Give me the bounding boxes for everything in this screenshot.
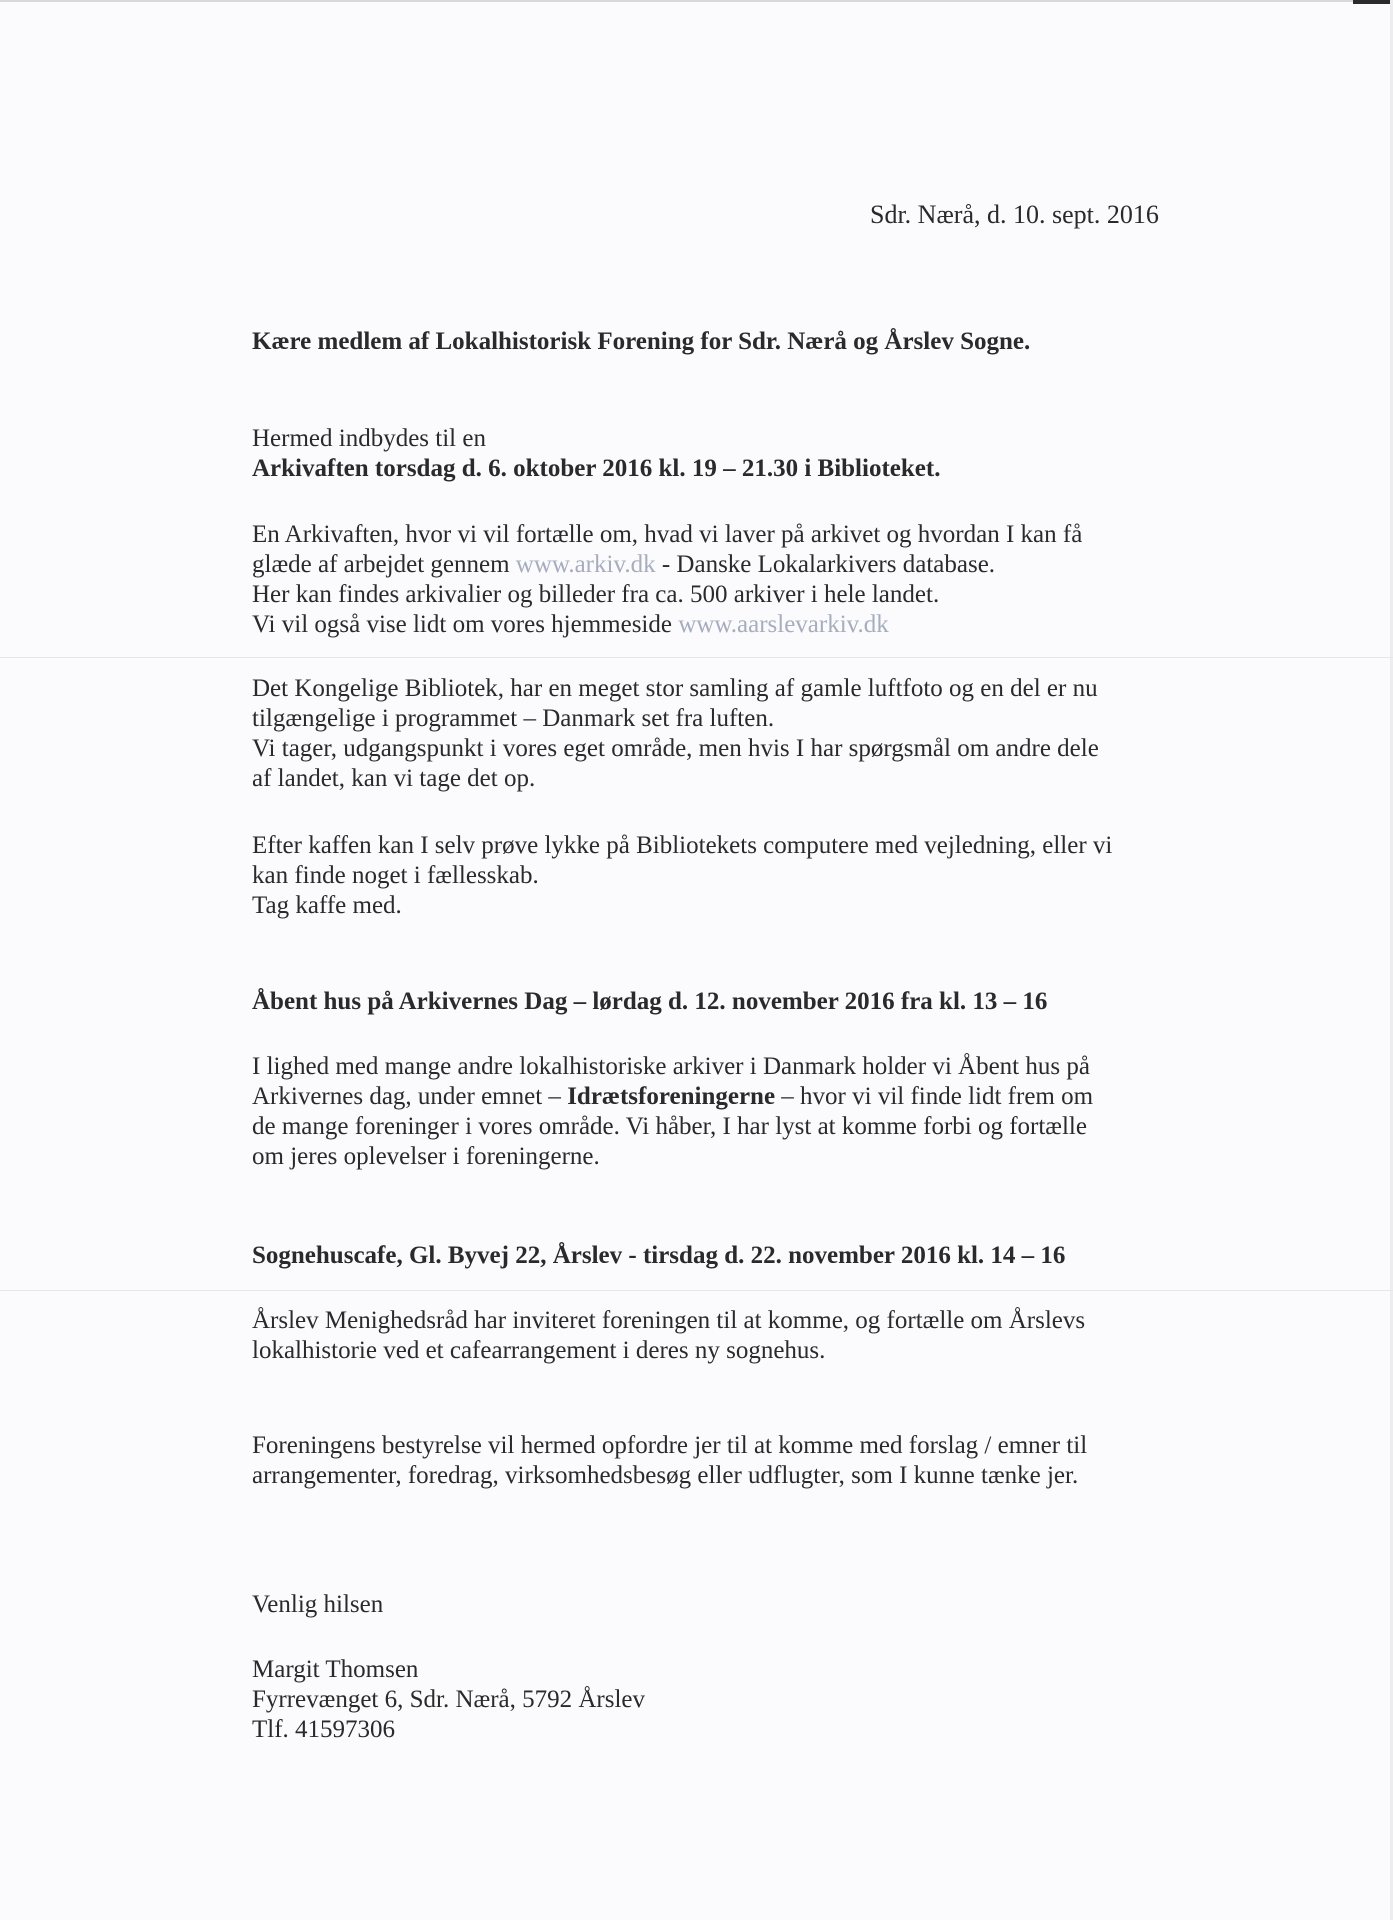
invite-intro: Hermed indbydes til en	[252, 425, 486, 452]
text-line: tilgængelige i programmet – Danmark set fra luften.	[252, 705, 775, 732]
text-line: lokalhistorie ved et cafearrangement i deres ny sognehus.	[252, 1337, 826, 1364]
scan-edge-corner	[1353, 0, 1393, 4]
text-line: Det Kongelige Bibliotek, har en meget stor samling af gamle luftfoto og en del er nu	[252, 675, 1098, 702]
text-line: Efter kaffen kan I selv prøve lykke på Bibliotekets computere med vejledning, eller vi	[252, 832, 1113, 859]
paragraph-cafe	[252, 1306, 1212, 1366]
paragraph-luftfoto	[252, 674, 1212, 794]
invite-headline: Arkivaften torsdag d. 6. oktober 2016 kl. 19 – 21.30 i Biblioteket.	[252, 455, 941, 482]
text-line	[252, 550, 1212, 580]
invite-block	[252, 424, 1212, 484]
text-line: Foreningens bestyrelse vil hermed opfordre jer til at komme med forslag / emner til	[252, 1432, 1088, 1459]
text-line: Vi tager, udgangspunkt i vores eget område, men hvis I har spørgsmål om andre dele	[252, 735, 1099, 762]
text-line: kan finde noget i fællesskab.	[252, 862, 539, 889]
paragraph-board	[252, 1431, 1212, 1491]
signature-phone: Tlf. 41597306	[252, 1716, 396, 1743]
closing: Venlig hilsen	[252, 1591, 384, 1618]
text-line: Årslev Menighedsråd har inviteret foreningen til at komme, og fortælle om Årslevs	[252, 1307, 1086, 1334]
salutation: Kære medlem af Lokalhistorisk Forening for Sdr. Nærå og Årslev Sogne.	[252, 328, 1031, 355]
text-line	[252, 610, 1212, 640]
arkiv-link[interactable]: www.arkiv.dk	[515, 551, 656, 578]
scan-edge-top	[0, 0, 1393, 2]
aarslevarkiv-link[interactable]: www.aarslevarkiv.dk	[678, 611, 889, 638]
text-line: om jeres oplevelser i foreningerne.	[252, 1143, 600, 1170]
text-line: I lighed med mange andre lokalhistoriske arkiver i Danmark holder vi Åbent hus på	[252, 1053, 1090, 1080]
text-line: Tag kaffe med.	[252, 892, 402, 919]
topic-emphasis: Idrætsforeningerne	[567, 1083, 776, 1110]
open-house-heading: Åbent hus på Arkivernes Dag – lørdag d. 12. november 2016 fra kl. 13 – 16	[252, 988, 1048, 1015]
text-line: de mange foreninger i vores område. Vi håber, I har lyst at komme forbi og fortælle	[252, 1113, 1087, 1140]
signature-block	[252, 1655, 1212, 1745]
paragraph-open-house	[252, 1052, 1212, 1172]
text-segment: – hvor vi vil finde lidt frem om	[781, 1083, 1094, 1110]
text-line: Her kan findes arkivalier og billeder fra ca. 500 arkiver i hele landet.	[252, 581, 940, 608]
text-line	[252, 1082, 1212, 1112]
fold-line	[0, 1290, 1393, 1291]
text-segment: Vi vil også vise lidt om vores hjemmeside	[252, 611, 672, 638]
signature-name: Margit Thomsen	[252, 1656, 419, 1683]
text-segment: - Danske Lokalarkivers database.	[661, 551, 996, 578]
text-line: En Arkivaften, hvor vi vil fortælle om, hvad vi laver på arkivet og hvordan I kan få	[252, 521, 1083, 548]
signature-address: Fyrrevænget 6, Sdr. Nærå, 5792 Årslev	[252, 1686, 646, 1713]
text-segment: glæde af arbejdet gennem	[252, 551, 510, 578]
cafe-heading: Sognehuscafe, Gl. Byvej 22, Årslev - tirsdag d. 22. november 2016 kl. 14 – 16	[252, 1242, 1066, 1269]
date-line: Sdr. Nærå, d. 10. sept. 2016	[870, 200, 1159, 229]
paragraph-kaffe	[252, 831, 1212, 921]
fold-line	[0, 657, 1393, 658]
text-line: af landet, kan vi tage det op.	[252, 765, 536, 792]
paragraph-arkivaften	[252, 520, 1212, 640]
text-line: arrangementer, foredrag, virksomhedsbesøg eller udflugter, som I kunne tænke jer.	[252, 1462, 1079, 1489]
text-segment: Arkivernes dag, under emnet –	[252, 1083, 561, 1110]
